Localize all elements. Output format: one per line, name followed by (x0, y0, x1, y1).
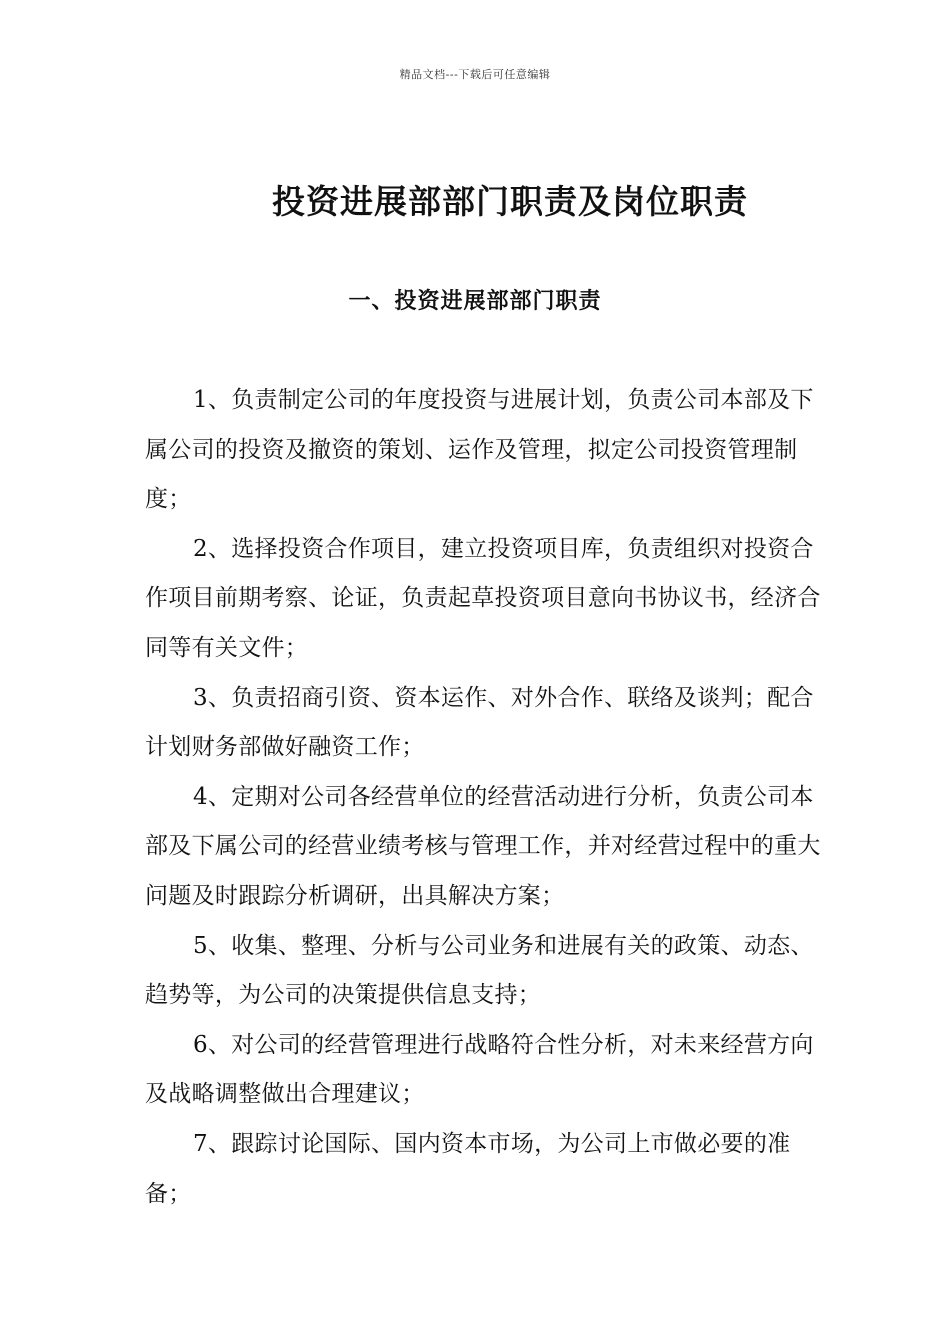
document-body (145, 376, 825, 1219)
paragraph-3: 3、负责招商引资、资本运作、对外合作、联络及谈判；配合计划财务部做好融资工作； (145, 684, 814, 761)
paragraph-7: 7、跟踪讨论国际、国内资本市场，为公司上市做必要的准备； (145, 1130, 791, 1207)
section-heading: 一、投资进展部部门职责 (348, 288, 602, 314)
paragraph-6: 6、对公司的经营管理进行战略符合性分析，对未来经营方向及战略调整做出合理建议； (145, 1031, 814, 1108)
document-title: 投资进展部部门职责及岗位职责 (272, 182, 748, 221)
header-note: 精品文档---下载后可任意编辑 (399, 68, 551, 81)
paragraph-5: 5、收集、整理、分析与公司业务和进展有关的政策、动态、趋势等，为公司的决策提供信息支持； (145, 932, 814, 1009)
paragraph-4: 4、定期对公司各经营单位的经营活动进行分析，负责公司本部及下属公司的经营业绩考核与管理工作，并对经营过程中的重大问题及时跟踪分析调研，出具解决方案； (145, 783, 821, 909)
paragraph-1: 1、负责制定公司的年度投资与进展计划，负责公司本部及下属公司的投资及撤资的策划、运作及管理，拟定公司投资管理制度； (145, 387, 814, 513)
paragraph-2: 2、选择投资合作项目，建立投资项目库，负责组织对投资合作项目前期考察、论证，负责起草投资项目意向书协议书，经济合同等有关文件； (145, 535, 821, 661)
